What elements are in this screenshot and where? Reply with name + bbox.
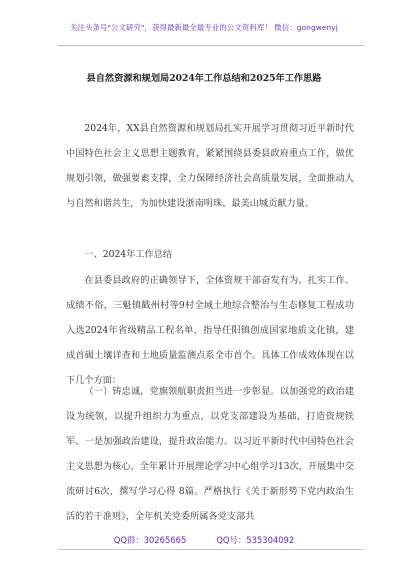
- subsection-paragraph-text: （一）铸忠诚，党旗领航职责担当进一步彰显。以加强党的政治建设为统领，以提升组织力为重点，以党支部建设为基础，打造资规铁军。一是加强政治建设，提升政治能力。以习近平新时代中国特色社会主义思想为核心，全年累计开展理论学习中心组学习13次，开展集中交流研讨6次，撰写学习心得 8篇。严格执行《关于新形势下党内政治生活的若干准则》，全年机关党委所属各党支部共: [66, 386, 354, 522]
- section-paragraph: [66, 269, 354, 394]
- document-title: 县自然资源和规划局2024年工作总结和2025年工作思路: [86, 73, 322, 84]
- footer-qq-group: QQ群：30265665: [113, 535, 187, 545]
- subsection-paragraph: [66, 380, 354, 529]
- intro-paragraph: [66, 117, 354, 217]
- section-heading-text: 一、2024年工作总结: [84, 249, 173, 260]
- header-banner: 关注头条号"公文研究"，获得最新最全最专业的公文资料库！ 微信：gongwenyj: [70, 23, 338, 32]
- intro-text: 2024年，XX县自然资源和规划局扎实开展学习贯彻习近平新时代中国特色社会主义思想主题教育，紧紧围绕县委县政府重点工作，做优规划引领，做强要素支撑，全力保障经济社会高质量发展，全面推动人与自然和谐共生，为加快建设浙南明珠、最美山城贡献力量。: [66, 123, 354, 209]
- footer-divider: [58, 549, 364, 550]
- footer-qq-number: QQ号：535304092: [216, 535, 295, 545]
- section-paragraph-text: 在县委县政府的正确领导下，全体资规干部奋发有为、扎实工作、成绩不俗，三魁镇戳州村等9村全域土地综合整治与生态修复工程成功入选2024年省级精品工程名单，指导任阳镇创成国家地质文化镇，建成首碣土壤详查和土地质量监测点系全市首个。具体工作成效体现在以下几个方面：: [66, 275, 354, 386]
- footer-contact: [0, 534, 408, 546]
- section-heading: [66, 243, 354, 268]
- header-divider: [58, 45, 364, 46]
